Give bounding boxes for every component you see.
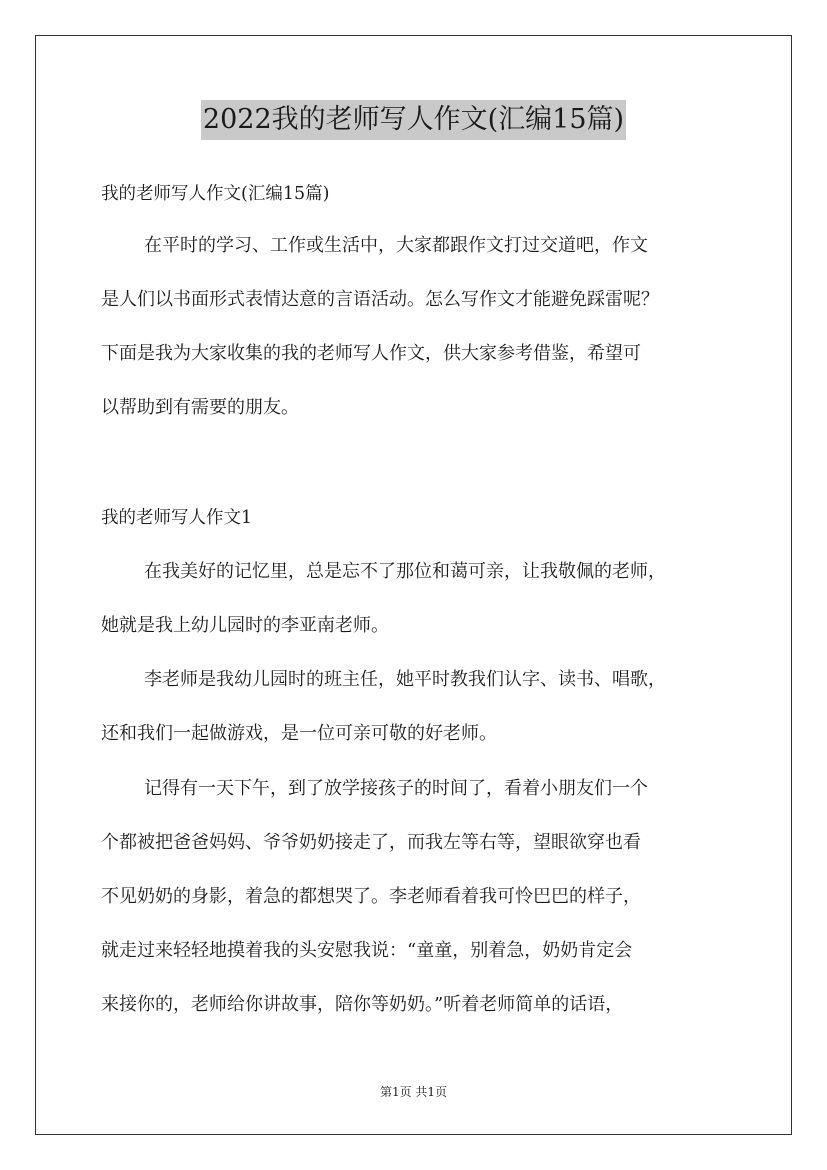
body-paragraph-3 xyxy=(101,762,731,1032)
intro-line: 下面是我为大家收集的我的老师写人作文，供大家参考借鉴，希望可 xyxy=(101,343,641,364)
intro-line: 在平时的学习、工作或生活中，大家都跟作文打过交道吧，作文 xyxy=(144,235,648,256)
paragraph-line: 来接你的，老师给你讲故事，陪你等奶奶。”听着老师简单的话语， xyxy=(101,994,624,1015)
intro-line: 以帮助到有需要的朋友。 xyxy=(101,397,299,418)
intro-paragraph xyxy=(101,219,731,435)
page-footer: 第1页 共1页 xyxy=(379,1085,448,1099)
paragraph-line: 就走过来轻轻地摸着我的头安慰我说：“童童，别着急，奶奶肯定会 xyxy=(101,940,633,961)
paragraph-line: 个都被把爸爸妈妈、爷爷奶奶接走了，而我左等右等，望眼欲穿也看 xyxy=(101,832,641,853)
paragraph-line: 不见奶奶的身影，着急的都想哭了。李老师看着我可怜巴巴的样子， xyxy=(101,886,641,907)
section-heading: 我的老师写人作文1 xyxy=(101,508,253,528)
document-title: 2022我的老师写人作文(汇编15篇) xyxy=(201,100,626,140)
paragraph-line: 她就是我上幼儿园时的李亚南老师。 xyxy=(101,615,389,636)
body-paragraph-2 xyxy=(101,653,731,761)
paragraph-line: 在我美好的记忆里，总是忘不了那位和蔼可亲，让我敬佩的老师， xyxy=(144,561,666,582)
paragraph-line: 李老师是我幼儿园时的班主任，她平时教我们认字、读书、唱歌， xyxy=(144,669,666,690)
paragraph-line: 记得有一天下午，到了放学接孩子的时间了，看着小朋友们一个 xyxy=(144,778,648,799)
document-subtitle: 我的老师写人作文(汇编15篇) xyxy=(101,184,330,204)
paragraph-line: 还和我们一起做游戏，是一位可亲可敬的好老师。 xyxy=(101,723,497,744)
body-paragraph-1 xyxy=(101,545,731,653)
intro-line: 是人们以书面形式表情达意的言语活动。怎么写作文才能避免踩雷呢？ xyxy=(101,289,659,310)
title-container xyxy=(0,100,827,140)
